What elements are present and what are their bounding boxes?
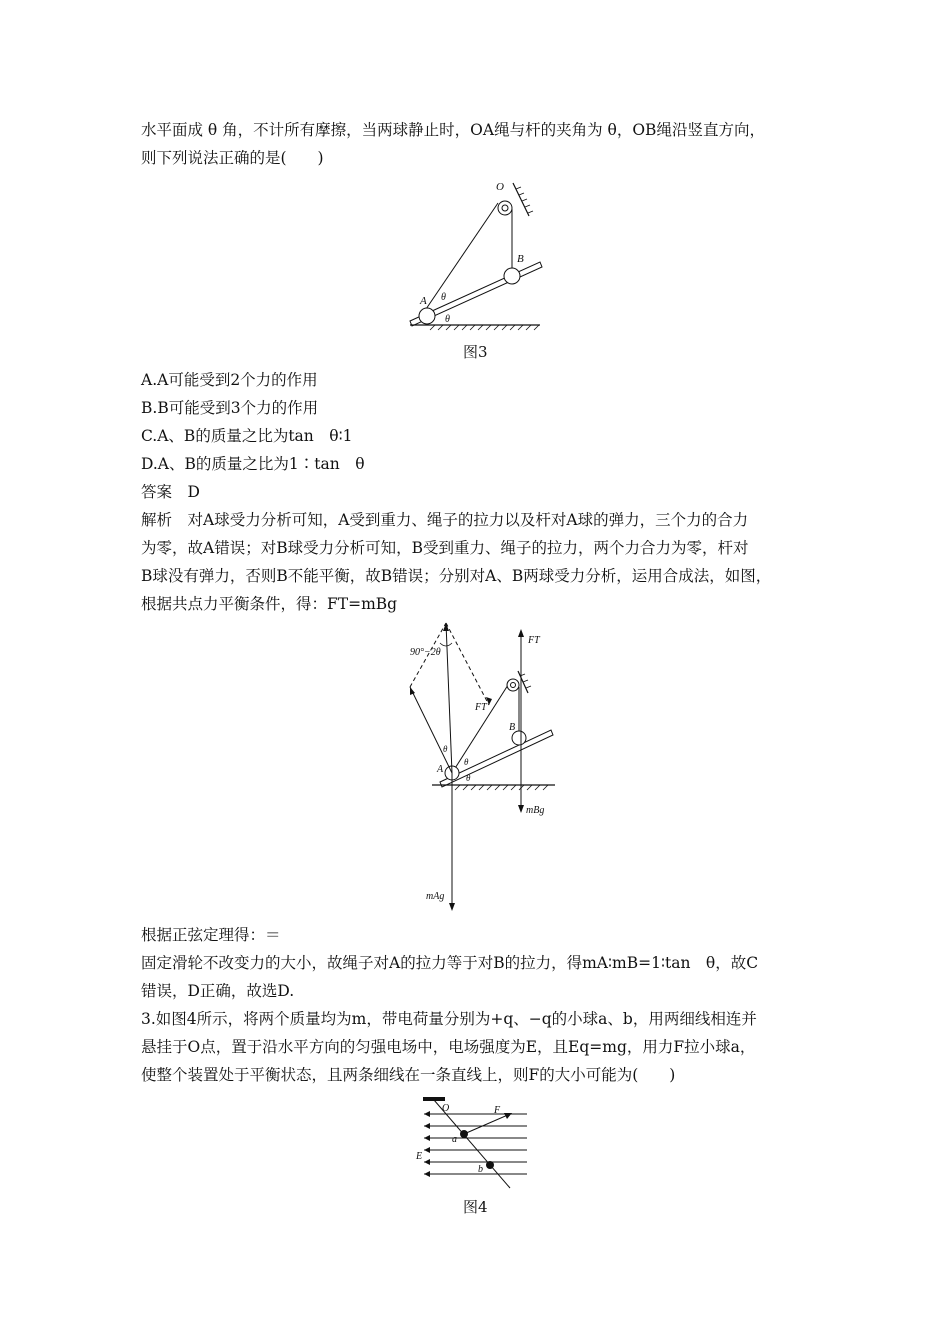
label-f: F	[494, 1105, 501, 1116]
q3-stem-line-1: 3.如图4所示，将两个质量均为m，带电荷量分别为+q、−q的小球a、b，用两细线相连并	[141, 1010, 757, 1028]
figure-4-diagram	[412, 1092, 537, 1192]
label-theta-2: θ	[445, 314, 450, 325]
figure-4-caption: 图4	[463, 1198, 488, 1216]
label-mbg: mBg	[526, 805, 545, 816]
label-b: B	[517, 253, 524, 265]
label-theta-1: θ	[441, 292, 446, 303]
conclusion-line-1: 固定滑轮不改变力的大小，故绳子对A的拉力等于对B的拉力，得mA∶mB=1∶tan θ，故C	[141, 954, 759, 972]
label-angle: 90°−2θ	[410, 647, 441, 658]
option-a: A.A可能受到2个力的作用	[141, 371, 318, 389]
label-b: b	[478, 1164, 483, 1175]
label-ft-top: FT	[528, 635, 540, 646]
label-a: A	[437, 764, 444, 775]
label-o: O	[442, 1103, 450, 1114]
answer: 答案 D	[141, 483, 200, 501]
label-theta-2: θ	[464, 757, 469, 767]
analysis-line-2: 为零，故A错误；对B球受力分析可知，B受到重力、绳子的拉力，两个力合力为零，杆对	[141, 539, 749, 557]
analysis-line-4: 根据共点力平衡条件，得：FT=mBg	[141, 595, 398, 613]
label-mag: mAg	[426, 891, 445, 902]
question-stem-line-1: 水平面成 θ 角，不计所有摩擦，当两球静止时，OA绳与杆的夹角为 θ，OB绳沿竖直方向，	[141, 121, 765, 139]
sine-rule-line: 根据正弦定理得：＝	[141, 926, 281, 944]
label-ft-rope: FT	[475, 702, 487, 713]
analysis-line-1: 解析 对A球受力分析可知，A受到重力、绳子的拉力以及杆对A球的弹力，三个力的合力	[141, 511, 749, 529]
label-theta-3: θ	[466, 773, 471, 783]
force-analysis-diagram	[400, 615, 560, 915]
option-c: C.A、B的质量之比为tan θ∶1	[141, 427, 353, 445]
q3-stem-line-3: 使整个装置处于平衡状态，且两条细线在一条直线上，则F的大小可能为( )	[141, 1066, 676, 1084]
label-b: B	[509, 722, 516, 733]
question-stem-line-2: 则下列说法正确的是( )	[141, 149, 324, 167]
label-o: O	[496, 181, 504, 193]
analysis-line-3: B球没有弹力，否则B不能平衡，故B错误；分别对A、B两球受力分析，运用合成法，如图，	[141, 567, 772, 585]
option-d: D.A、B的质量之比为1∶tan θ	[141, 455, 365, 473]
figure-3-caption: 图3	[463, 343, 488, 361]
label-theta-1: θ	[443, 744, 448, 754]
label-e: E	[416, 1151, 423, 1162]
conclusion-line-2: 错误，D正确，故选D.	[141, 982, 295, 1000]
label-a: A	[420, 295, 427, 307]
q3-stem-line-2: 悬挂于O点，置于沿水平方向的匀强电场中，电场强度为E，且Eq=mg，用力F拉小球a，	[141, 1038, 756, 1056]
option-b: B.B可能受到3个力的作用	[141, 399, 319, 417]
figure-3-diagram	[405, 178, 545, 338]
label-a: a	[452, 1134, 457, 1145]
